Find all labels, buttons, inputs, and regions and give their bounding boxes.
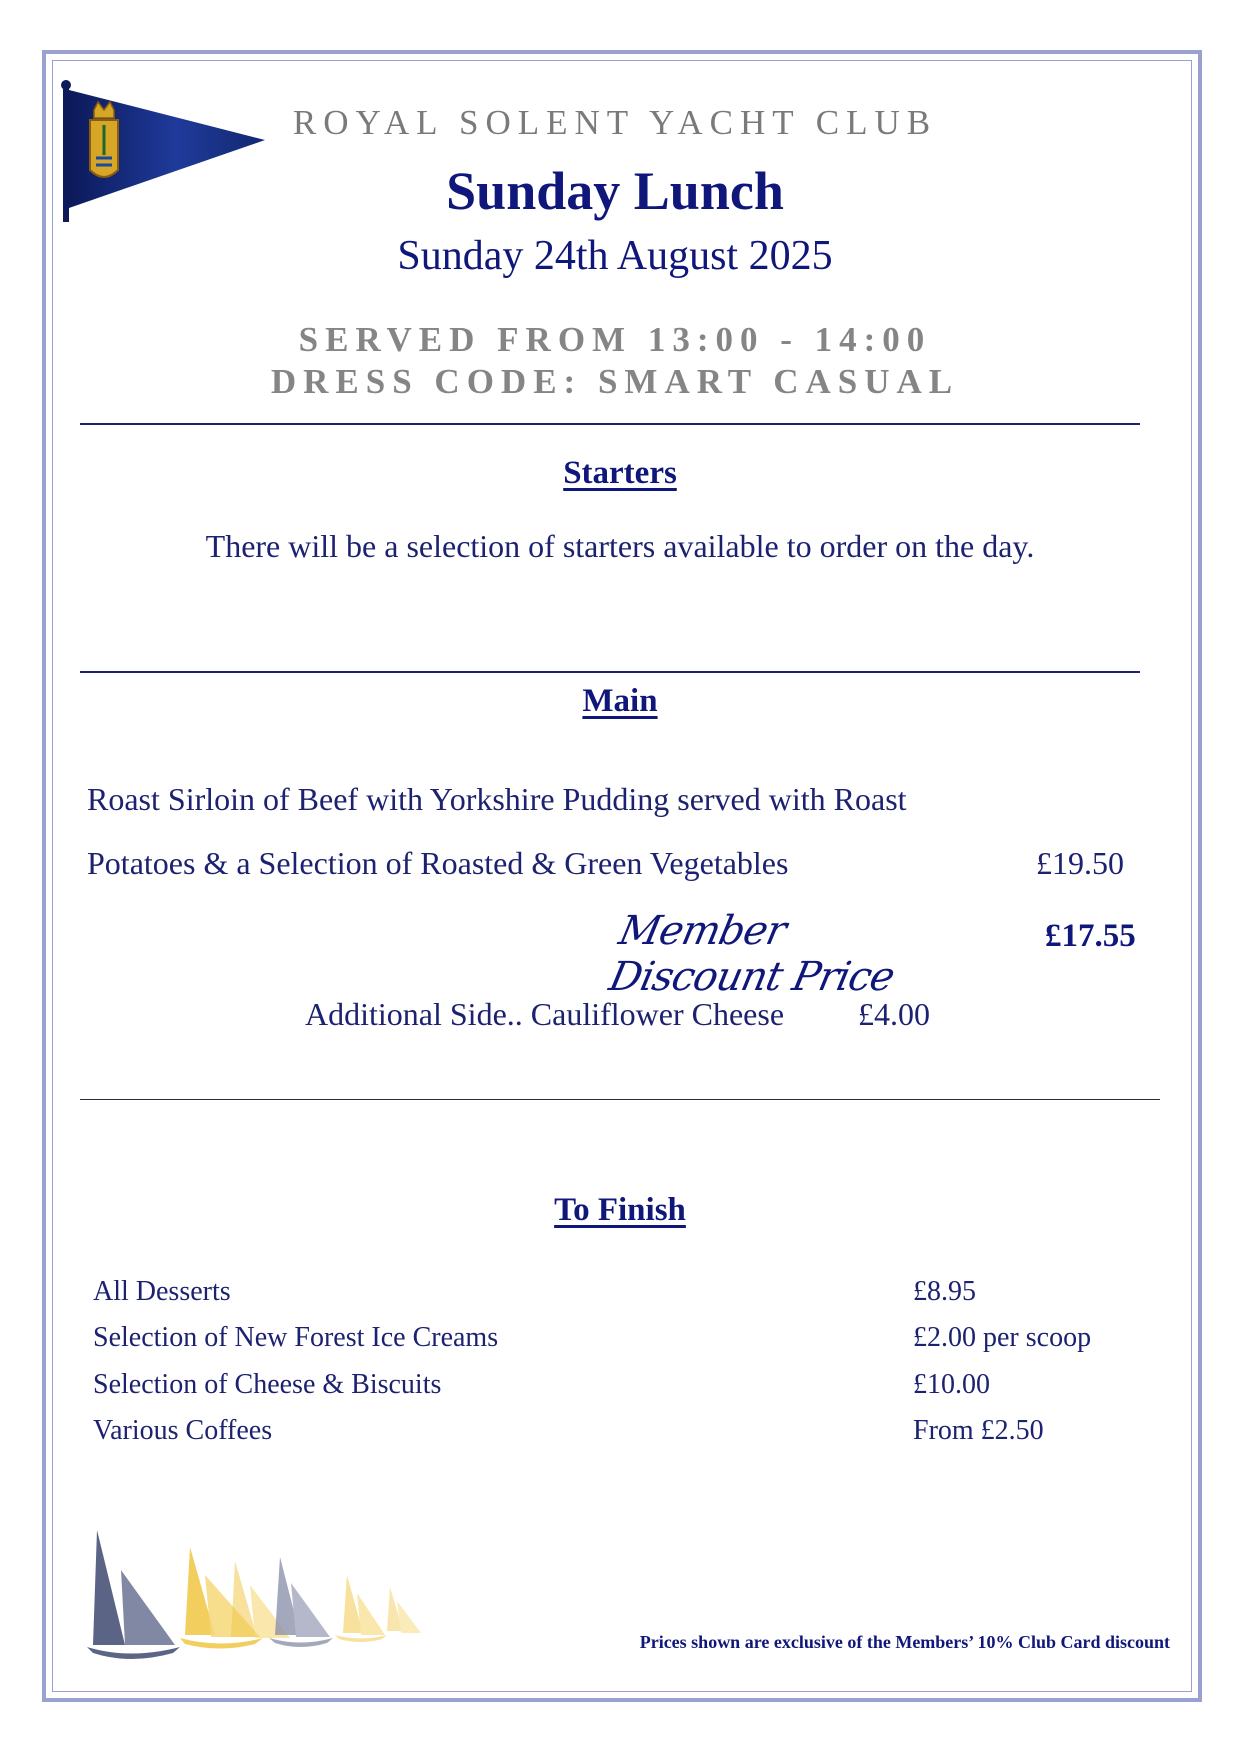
dessert-item-name: Selection of New Forest Ice Creams bbox=[93, 1322, 499, 1353]
dessert-item-price: £2.00 per scoop bbox=[913, 1322, 1092, 1353]
additional-side-price: £4.00 bbox=[858, 996, 930, 1032]
main-dish-price: £19.50 bbox=[1036, 845, 1124, 881]
dessert-item-name: All Desserts bbox=[93, 1276, 231, 1307]
served-time: SERVED FROM 13:00 - 14:00 bbox=[298, 320, 932, 359]
main-dish-line-1: Roast Sirloin of Beef with Yorkshire Pudding served with Roast bbox=[87, 781, 907, 817]
main-dish-line-2: Potatoes & a Selection of Roasted & Green Vegetables bbox=[87, 845, 789, 881]
starters-heading: Starters bbox=[563, 455, 677, 491]
club-burgee-flag-icon bbox=[60, 80, 270, 225]
section-divider bbox=[80, 1099, 1160, 1100]
dessert-item-name: Various Coffees bbox=[93, 1415, 273, 1446]
section-divider bbox=[80, 423, 1140, 425]
dress-code: DRESS CODE: SMART CASUAL bbox=[270, 362, 960, 401]
dessert-item-name: Selection of Cheese & Biscuits bbox=[93, 1369, 442, 1400]
dessert-item-price: From £2.50 bbox=[913, 1415, 1044, 1446]
additional-side-item: Additional Side.. Cauliflower Cheese bbox=[305, 996, 785, 1032]
event-title: Sunday Lunch bbox=[446, 161, 784, 221]
dessert-item-price: £10.00 bbox=[913, 1369, 990, 1400]
sailboats-illustration bbox=[85, 1525, 455, 1675]
starters-description: There will be a selection of starters available to order on the day. bbox=[205, 528, 1035, 564]
club-name: ROYAL SOLENT YACHT CLUB bbox=[292, 103, 938, 142]
main-heading: Main bbox=[582, 683, 658, 719]
footer-discount-note: Prices shown are exclusive of the Members’ 10% Club Card discount bbox=[639, 1632, 1170, 1652]
member-discount-price: £17.55 bbox=[1045, 918, 1136, 954]
member-discount-label: Member Discount Price bbox=[605, 908, 899, 1000]
event-date: Sunday 24th August 2025 bbox=[397, 233, 833, 279]
finish-heading: To Finish bbox=[554, 1192, 686, 1228]
section-divider bbox=[80, 671, 1140, 673]
dessert-item-price: £8.95 bbox=[913, 1276, 976, 1307]
